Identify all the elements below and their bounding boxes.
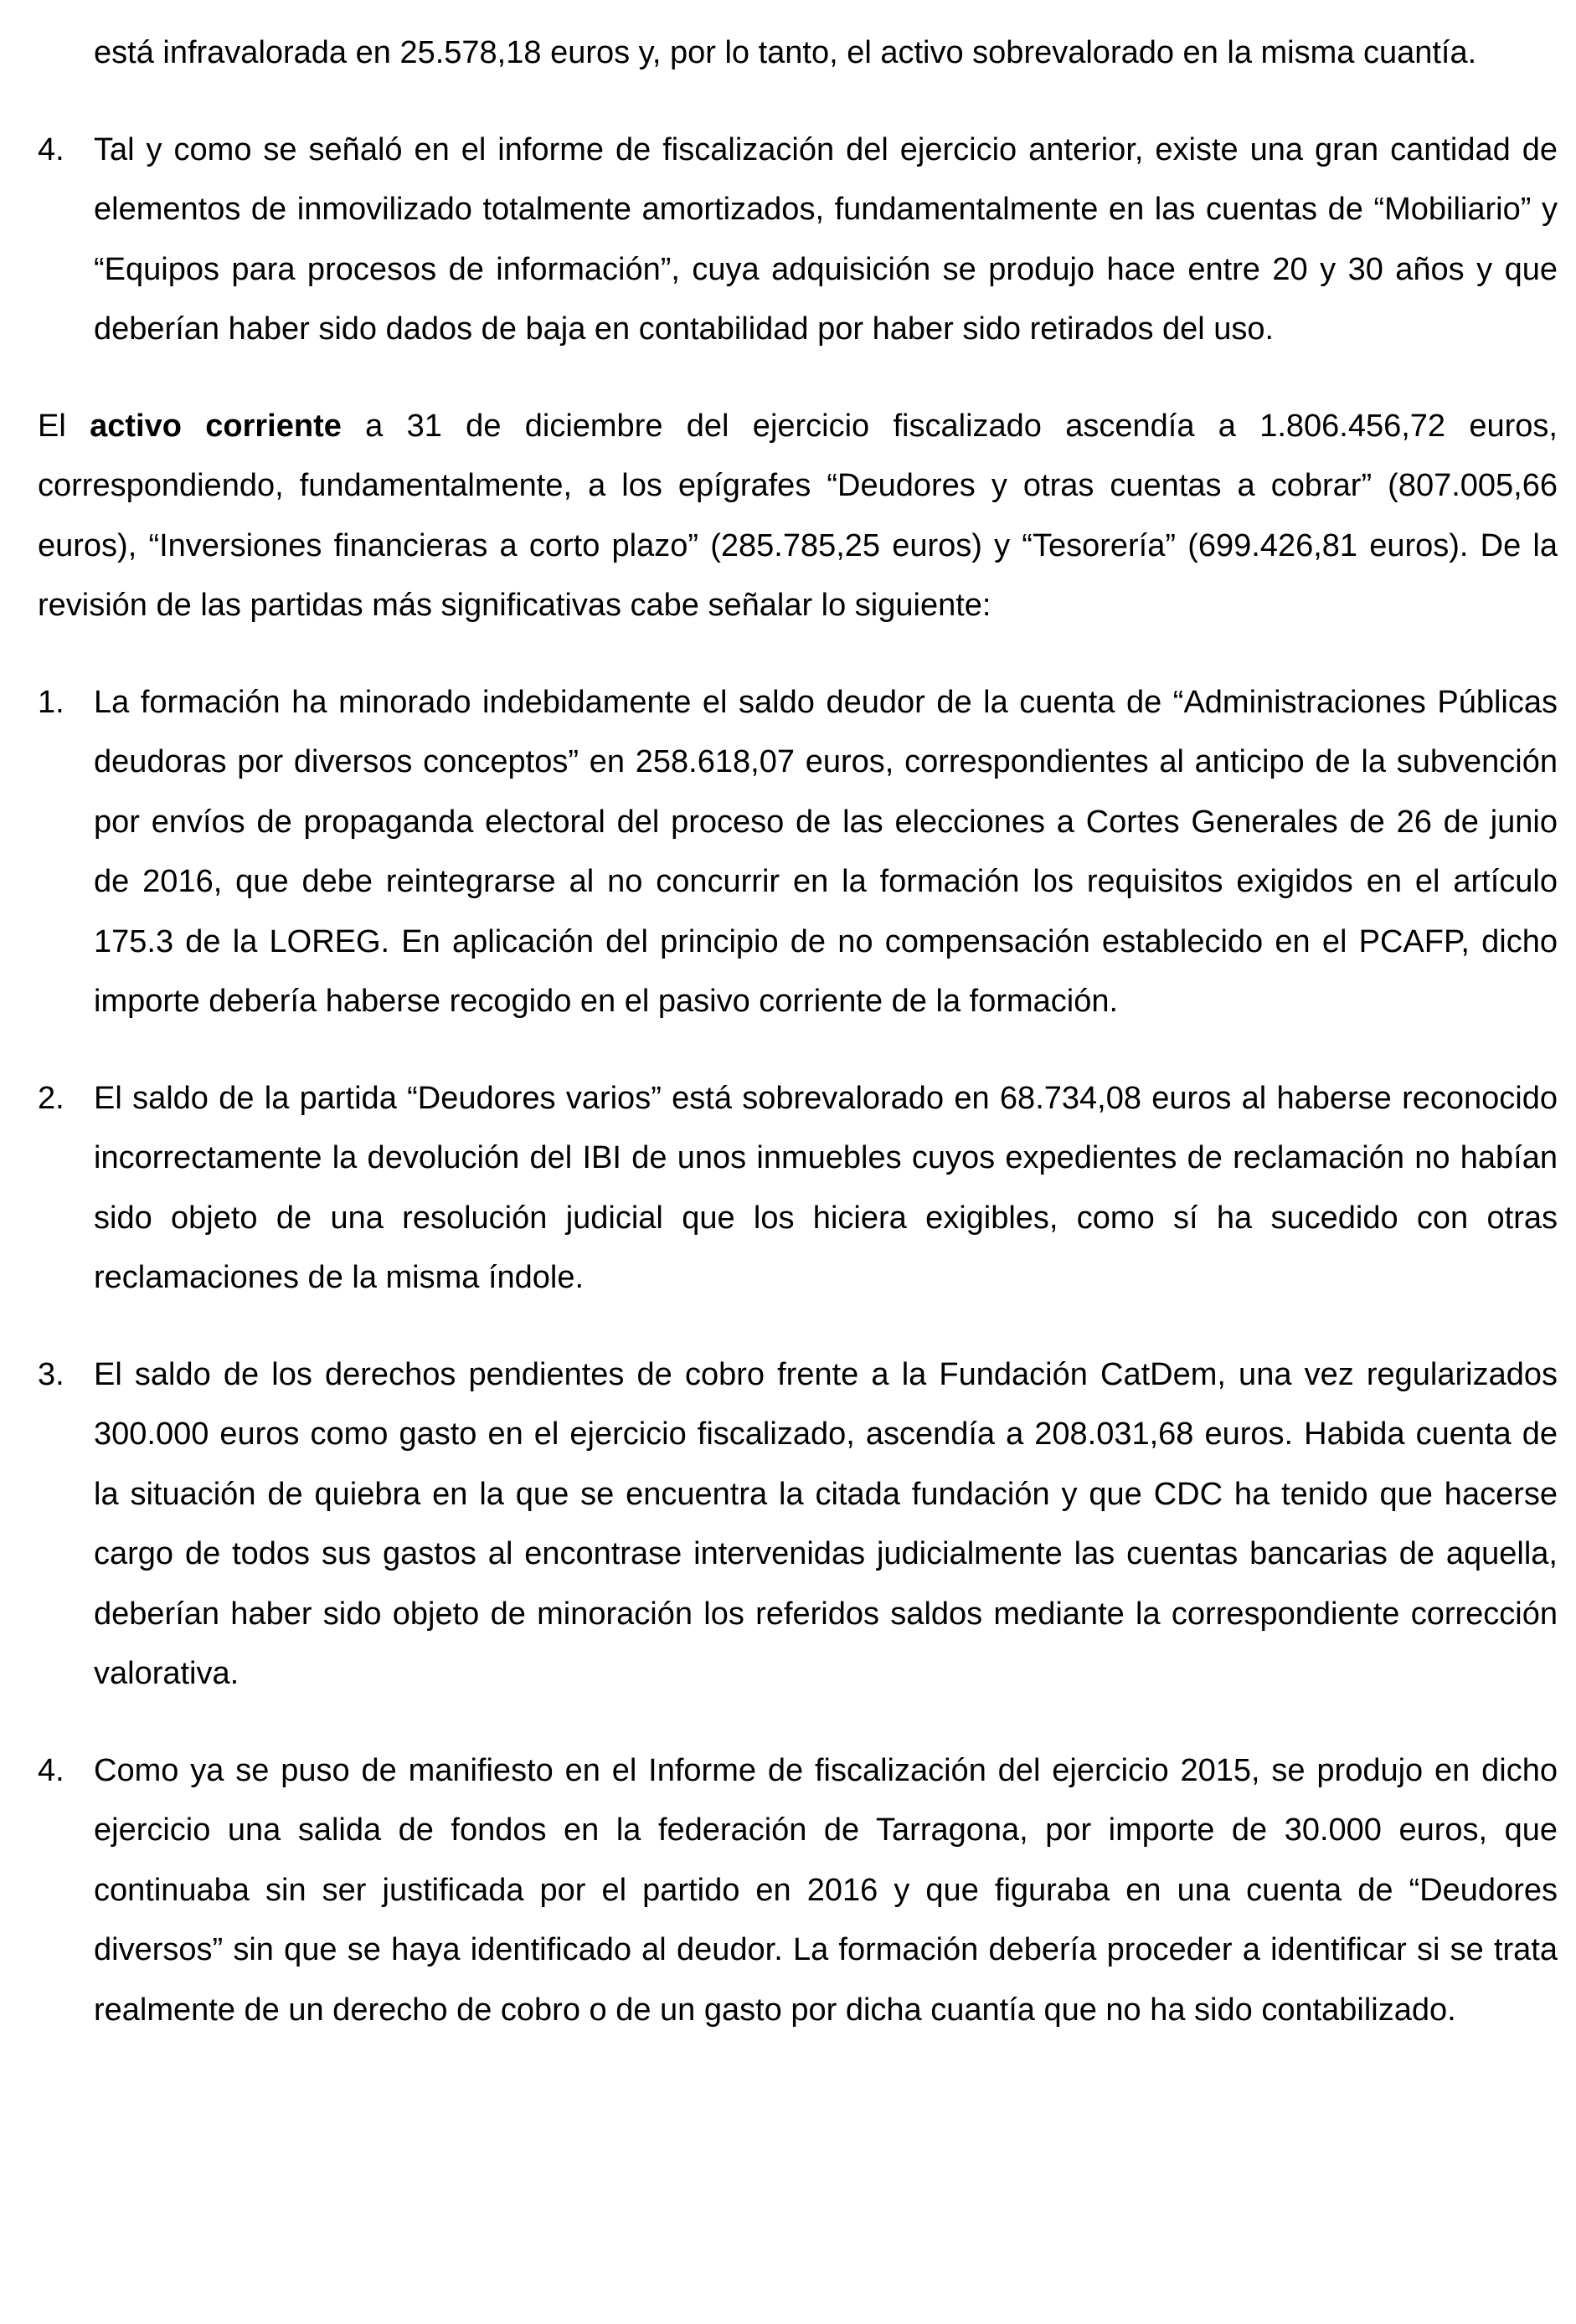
list-item-prev-4 xyxy=(38,121,1558,360)
continuation-paragraph: está infravalorada en 25.578,18 euros y, por lo tanto, el activo sobrevalorado en la misma cuantía. xyxy=(94,35,1477,70)
list-item-1 xyxy=(38,673,1558,1032)
list-item-number: 2. xyxy=(38,1080,64,1116)
list-item-text: El saldo de la partida “Deudores varios” está sobrevalorado en 68.734,08 euros al haberse reconocido incorrectamente la devolución del IBI de unos inmuebles cuyos expedientes de reclamación no habían sido objeto de una resolución judicial que los hiciera exigibles, como sí ha sucedido con otras reclamaciones de la misma índole. xyxy=(94,1080,1558,1295)
list-item-text: El saldo de los derechos pendientes de cobro frente a la Fundación CatDem, una vez regularizados 300.000 euros como gasto en el ejercicio fiscalizado, ascendía a 208.031,68 euros. Habida cuenta de la situación de quiebra en la que se encuentra la citada fundación y que CDC ha tenido que hacerse cargo de todos sus gastos al encontrase intervenidas judicialmente las cuentas bancarias de aquella, deberían haber sido objeto de minoración los referidos saldos mediante la correspondiente corrección valorativa. xyxy=(94,1356,1558,1691)
list-item-number: 4. xyxy=(38,1752,64,1788)
list-item-number: 1. xyxy=(38,684,64,720)
list-item-text: Como ya se puso de manifiesto en el Informe de fiscalización del ejercicio 2015, se produjo en dicho ejercicio una salida de fondos en la federación de Tarragona, por importe de 30.000 euros, que continuaba sin ser justificada por el partido en 2016 y que figuraba en una cuenta de “Deudores diversos” sin que se haya identificado al deudor. La formación debería proceder a identificar si se trata realmente de un derecho de cobro o de un gasto por dicha cuantía que no ha sido contabilizado. xyxy=(94,1752,1558,2028)
list-item-number: 4. xyxy=(38,131,64,167)
current-assets-paragraph xyxy=(38,397,1558,636)
intro-bold-term: activo corriente xyxy=(90,408,342,444)
list-item-4 xyxy=(38,1741,1558,2041)
list-item-2 xyxy=(38,1069,1558,1309)
list-item-number: 3. xyxy=(38,1356,64,1392)
list-item-text: La formación ha minorado indebidamente el saldo deudor de la cuenta de “Administraciones Públicas deudoras por diversos conceptos” en 258.618,07 euros, correspondientes al anticipo de la subvención por envíos de propaganda electoral del proceso de las elecciones a Cortes Generales de 26 de junio de 2016, que debe reintegrarse al no concurrir en la formación los requisitos exigidos en el artículo 175.3 de la LOREG. En aplicación del principio de no compensación establecido en el PCAFP, dicho importe debería haberse recogido en el pasivo corriente de la formación. xyxy=(94,684,1558,1019)
intro-pre: El xyxy=(38,408,90,444)
list-item-3 xyxy=(38,1345,1558,1704)
list-item-text: Tal y como se señaló en el informe de fiscalización del ejercicio anterior, existe una gran cantidad de elementos de inmovilizado totalmente amortizados, fundamentalmente en las cuentas de “Mobiliario” y “Equipos para procesos de información”, cuya adquisición se produjo hace entre 20 y 30 años y que deberían haber sido dados de baja en contabilidad por haber sido retirados del uso. xyxy=(94,131,1558,347)
intro-post: a 31 de diciembre del ejercicio fiscalizado ascendía a 1.806.456,72 euros, correspondiendo, fundamentalmente, a los epígrafes “Deudores y otras cuentas a cobrar” (807.005,66 euros), “Inversiones financieras a corto plazo” (285.785,25 euros) y “Tesorería” (699.426,81 euros). De la revisión de las partidas más significativas cabe señalar lo siguiente: xyxy=(38,408,1558,623)
document-page xyxy=(38,23,1558,2040)
